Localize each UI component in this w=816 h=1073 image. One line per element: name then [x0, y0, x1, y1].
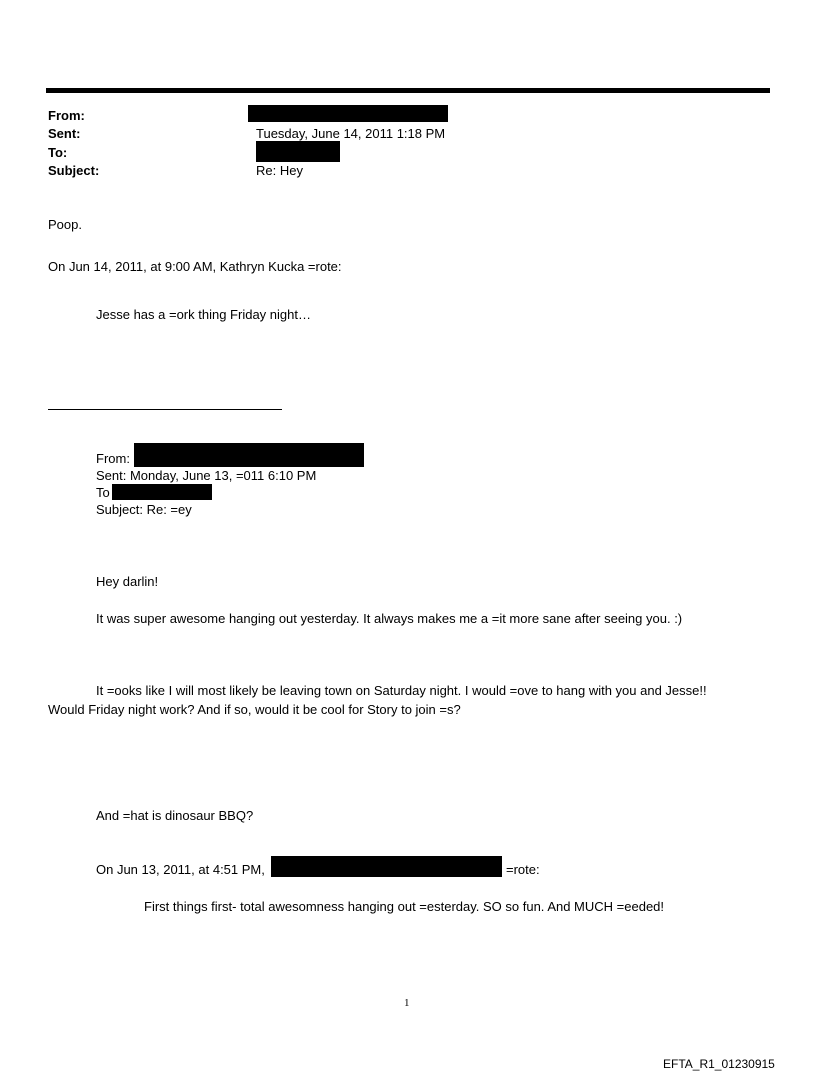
- fwd-subject-line: Subject: Re: =ey: [96, 502, 192, 517]
- quote2-sender-redaction: [271, 856, 502, 877]
- quote2-attribution-start: On Jun 13, 2011, at 4:51 PM,: [96, 862, 265, 877]
- page-number: 1: [404, 997, 410, 1009]
- para2-line2: Would Friday night work? And if so, would it be cool for Story to join =s?: [48, 702, 461, 717]
- subject-value: Re: Hey: [256, 163, 303, 178]
- para1: It was super awesome hanging out yesterday. It always makes me a =it more sane after seeing you. :): [96, 611, 683, 626]
- quote1-attribution: On Jun 14, 2011, at 9:00 AM, Kathryn Kucka =rote:: [48, 259, 342, 274]
- to-redaction: [256, 141, 340, 162]
- fwd-sent-line: Sent: Monday, June 13, =011 6:10 PM: [96, 468, 317, 483]
- from-redaction: [248, 105, 448, 122]
- fwd-from-line: From:: [96, 451, 130, 466]
- fwd-from-redaction: [134, 443, 364, 467]
- to-label: To:: [48, 145, 68, 160]
- para3: And =hat is dinosaur BBQ?: [96, 808, 254, 823]
- quote2-text: First things first- total awesomness hanging out =esterday. SO so fun. And MUCH =eeded!: [144, 899, 665, 914]
- header-top-rule: [46, 88, 770, 93]
- document-id: EFTA_R1_01230915: [663, 1057, 775, 1071]
- subject-label: Subject:: [48, 163, 100, 178]
- reply-line: Poop.: [48, 217, 82, 232]
- from-label: From:: [48, 108, 85, 123]
- quote1-text: Jesse has a =ork thing Friday night…: [96, 307, 311, 322]
- fwd-to-redaction: [112, 484, 212, 500]
- sent-label: Sent:: [48, 126, 81, 141]
- sent-value: Tuesday, June 14, 2011 1:18 PM: [256, 126, 446, 141]
- fwd-to-line: To: [96, 485, 110, 500]
- greeting: Hey darlin!: [96, 574, 159, 589]
- separator-rule: [48, 409, 282, 410]
- para2-line1: It =ooks like I will most likely be leaving town on Saturday night. I would =ove to hang with you and Jesse!!: [96, 683, 707, 698]
- quote2-attribution-end: =rote:: [506, 862, 540, 877]
